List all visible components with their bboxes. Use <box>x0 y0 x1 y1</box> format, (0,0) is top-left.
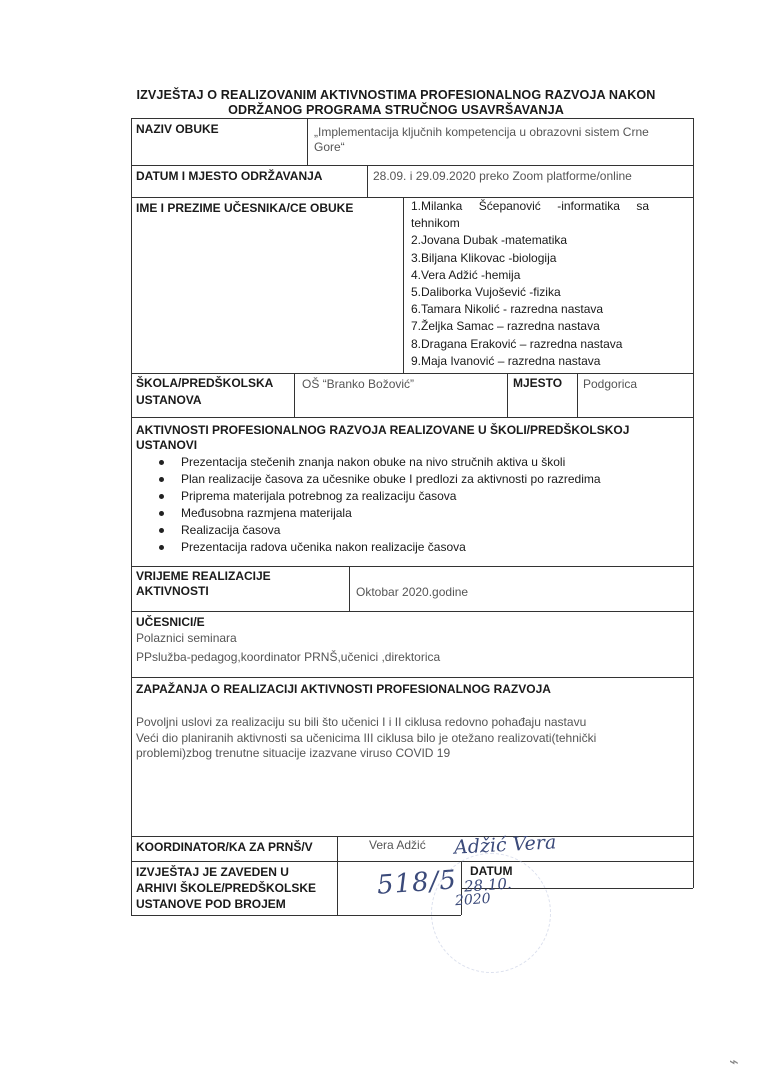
participant-9: 9.Maja Ivanović – razredna nastava <box>411 353 601 368</box>
row-divider-attendees <box>131 677 693 678</box>
participant-1 <box>411 198 649 215</box>
training-value-line2: Gore“ <box>314 140 345 154</box>
form-border-right <box>693 118 694 888</box>
col-divider-participants <box>403 197 404 373</box>
form-border-left <box>131 118 132 915</box>
participant-1-subject: -informatika <box>557 199 620 213</box>
participant-4: 4.Vera Adžić -hemija <box>411 267 521 282</box>
activity-text: Međusobna razmjena materijala <box>181 506 352 520</box>
registry-date-line1: 28.10. <box>463 874 513 896</box>
participant-2: 2.Jovana Dubak -matematika <box>411 233 568 248</box>
school-label-line1: ŠKOLA/PREDŠKOLSKA <box>136 376 274 390</box>
activity-item <box>159 471 601 488</box>
bullet-icon <box>159 460 164 465</box>
timing-label-line1: VRIJEME REALIZACIJE <box>136 569 271 583</box>
row-divider-participants <box>131 373 693 374</box>
timing-label-line2: AKTIVNOSTI <box>136 584 209 598</box>
activity-text: Realizacija časova <box>181 523 281 537</box>
row-divider-training <box>131 165 693 166</box>
form-border-top <box>131 118 693 119</box>
observations-line1: Povoljni uslovi za realizaciju su bili što učenici I i II ciklusa redovno pohađaju nastavu <box>136 715 587 729</box>
coordinator-signature: Adžić Vera <box>453 831 557 859</box>
col-divider-training <box>307 118 308 165</box>
activity-item <box>159 505 601 522</box>
school-value: OŠ “Branko Božović” <box>302 377 415 391</box>
observations-label: ZAPAŽANJA O REALIZACIJI AKTIVNOSTI PROFESIONALNOG RAZVOJA <box>136 682 551 696</box>
col-divider-coordinator <box>337 836 338 915</box>
coordinator-value: Vera Adžić <box>369 838 426 852</box>
bullet-icon <box>159 511 164 516</box>
school-label-line2: USTANOVA <box>136 393 202 407</box>
bullet-icon <box>159 545 164 550</box>
registry-date-line2: 2020 <box>454 890 492 910</box>
registry-label-line2: ARHIVI ŠKOLE/PREDŠKOLSKE <box>136 881 317 895</box>
registry-label-line1: IZVJEŠTAJ JE ZAVEDEN U <box>136 865 289 879</box>
date-place-value: 28.09. i 29.09.2020 preko Zoom platforme/online <box>373 169 632 183</box>
row-divider-coordinator <box>131 861 693 862</box>
activity-item <box>159 522 601 539</box>
activity-item <box>159 454 601 471</box>
faded-stamp <box>431 853 551 973</box>
form-border-bottom <box>131 915 461 916</box>
activities-list <box>159 454 601 556</box>
coordinator-label: KOORDINATOR/KA ZA PRNŠ/V <box>136 840 313 854</box>
activity-text: Priprema materijala potrebnog za realizaciju časova <box>181 489 457 503</box>
participant-5: 5.Daliborka Vujošević -fizika <box>411 285 561 300</box>
observations-line2: Veći dio planiranih aktivnosti sa učenicima III ciklusa bilo je otežano realizovati(tehnički <box>136 731 597 745</box>
participants-list <box>411 198 649 370</box>
col-divider-timing <box>349 566 350 611</box>
registry-label-line3: USTANOVE POD BROJEM <box>136 897 286 911</box>
report-title <box>118 88 674 118</box>
activity-item <box>159 539 601 556</box>
attendees-label: UČESNICI/E <box>136 615 205 629</box>
attendees-line1: Polaznici seminara <box>136 631 237 645</box>
col-divider-school <box>294 373 295 417</box>
registry-date-label: DATUM <box>470 864 513 878</box>
timing-value: Oktobar 2020.godine <box>356 585 469 599</box>
training-value-line1: „Implementacija ključnih kompetencija u obrazovni sistem Crne <box>314 125 649 139</box>
observations-line3: problemi)zbog trenutne situacije izazvane viruso COVID 19 <box>136 746 451 760</box>
activity-text: Prezentacija stečenih znanja nakon obuke na nivo stručnih aktiva u školi <box>181 455 566 469</box>
training-label: NAZIV OBUKE <box>136 122 219 136</box>
activities-heading-line1: AKTIVNOSTI PROFESIONALNOG RAZVOJA REALIZOVANE U ŠKOLI/PREDŠKOLSKOJ <box>136 423 630 437</box>
participant-1-number-name: 1.Milanka <box>411 199 463 213</box>
report-title-line1: IZVJEŠTAJ O REALIZOVANIM AKTIVNOSTIMA PROFESIONALNOG RAZVOJA NAKON <box>136 88 656 102</box>
bullet-icon <box>159 494 164 499</box>
col-divider-place-value <box>577 373 578 417</box>
participant-1-continuation: tehnikom <box>411 216 460 231</box>
participant-7: 7.Željka Samac – razredna nastava <box>411 319 600 334</box>
row-divider-timing <box>131 611 693 612</box>
participant-6: 6.Tamara Nikolić - razredna nastava <box>411 302 604 317</box>
report-title-line2: ODRŽANOG PROGRAMA STRUČNOG USAVRŠAVANJA <box>228 103 564 117</box>
bullet-icon <box>159 477 164 482</box>
participant-1-surname: Šćepanović <box>478 199 541 213</box>
activities-heading-line2: USTANOVI <box>136 438 198 452</box>
date-place-label: DATUM I MJESTO ODRŽAVANJA <box>136 169 323 183</box>
col-divider-date <box>367 165 368 197</box>
bullet-icon <box>159 528 164 533</box>
participant-1-subject-link: sa <box>636 199 649 213</box>
attendees-line2: PPslužba-pedagog,koordinator PRNŠ,učenici ,direktorica <box>136 650 441 664</box>
participants-label: IME I PREZIME UČESNIKA/CE OBUKE <box>136 201 354 215</box>
activity-text: Prezentacija radova učenika nakon realizacije časova <box>181 540 466 554</box>
place-value: Podgorica <box>583 377 638 391</box>
row-divider-activities <box>131 566 693 567</box>
row-divider-school <box>131 417 693 418</box>
activity-item <box>159 488 601 505</box>
scan-mark-icon: ⌁ <box>729 1054 739 1071</box>
activity-text: Plan realizacije časova za učesnike obuke I predlozi za aktivnosti po razredima <box>181 472 601 486</box>
place-label: MJESTO <box>513 376 563 390</box>
participant-3: 3.Biljana Klikovac -biologija <box>411 250 557 265</box>
participant-8: 8.Dragana Eraković – razredna nastava <box>411 336 623 351</box>
col-divider-place-label <box>507 373 508 417</box>
registry-number: 518/5 <box>376 865 458 901</box>
report-form <box>131 118 693 915</box>
